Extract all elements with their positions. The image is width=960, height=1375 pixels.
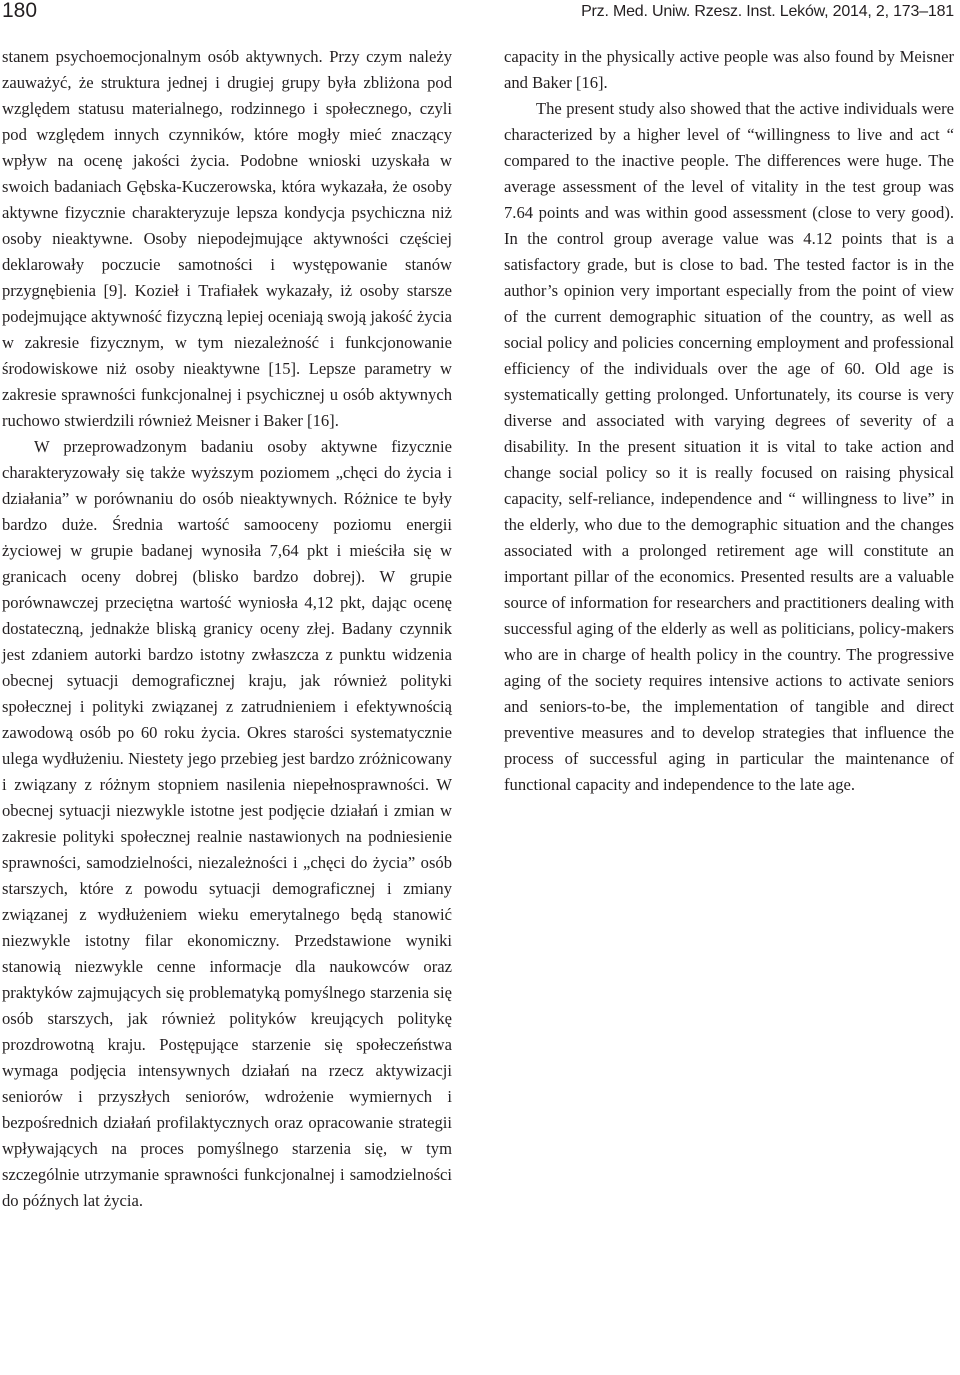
right-column-english (504, 44, 954, 798)
left-paragraph-1: stanem psychoemocjonalnym osób aktywnych. Przy czym należy zauważyć, że struktura jednej i drugiej grupy była zbliżona pod względem statusu materialnego, rodzinnego i społecznego, czyli pod względem innych czynników, które mogły mieć znaczący wpływ na ocenę jakości życia. Podobne wnioski uzyskała w swoich badaniach Gębska-Kuczerowska, która wykazała, że osoby aktywne fizycznie charakteryzuje lepsza kondycja psychiczna niż osoby nieaktywne. Osoby niepodejmujące aktywności częściej deklarowały poczucie samotności i występowanie stanów przygnębienia [9]. Kozieł i Trafiałek wykazały, iż osoby starsze podejmujące aktywność fizyczną lepiej oceniają swoją jakość życia w zakresie fizycznym, w tym niezależność i funkcjonowanie środowiskowe niż osoby nieaktywne [15]. Lepsze parametry w zakresie sprawności funkcjonalnej i psychicznej u osób aktywnych ruchowo stwierdzili również Meisner i Baker [16]. (2, 47, 452, 430)
running-head: Prz. Med. Uniw. Rzesz. Inst. Leków, 2014, 2, 173–181 (581, 3, 954, 20)
left-paragraph-2: W przeprowadzonym badaniu osoby aktywne fizycznie charakteryzowały się także wyższym poziomem „chęci do życia i działania” w porównaniu do osób nieaktywnych. Różnice te były bardzo duże. Średnia wartość samooceny poziomu energii życiowej w grupie badanej wynosiła 7,64 pkt i mieściła się w granicach oceny dobrej (blisko bardzo dobrej). W grupie porównawczej przeciętna wartość wyniosła 4,12 pkt, dając ocenę dostateczną, jednakże bliską granicy oceny złej. Badany czynnik jest zdaniem autorki bardzo istotny zwłaszcza z punktu widzenia obecnej sytuacji demograficznej kraju, jak również polityki społecznej i polityki związanej z zatrudnieniem i efektywnością zawodową osób po 60 roku życia. Okres starości systematycznie ulega wydłużeniu. Niestety jego przebieg jest bardzo zróżnicowany i związany z różnym stopniem nasilenia niepełnosprawności. W obecnej sytuacji niezwykle istotne jest podjęcie działań i zmian w zakresie polityki społecznej realnie nastawionych na podniesienie sprawności, samodzielności, niezależności i „chęci do życia” osób starszych, które z powodu sytuacji demograficznej i zmiany związanej z wydłużeniem wieku emerytalnego będą stanowić niezwykle istotny filar ekonomiczny. Przedstawione wyniki stanowią niezwykle cenne informacje dla naukowców oraz praktyków zajmujących się problematyką pomyślnego starzenia się osób starszych, jak również polityków kreujących politykę prozdrowotną kraju. Postępujące starzenie się społeczeństwa wymaga podjęcia intensywnych działań na rzecz aktywizacji seniorów i przyszłych seniorów, wdrożenie wymiernych i bezpośrednich działań profilaktycznych oraz opracowanie strategii wpływających na proces pomyślnego starzenia się, w tym szczególnie utrzymanie sprawności funkcjonalnej i samodzielności do późnych lat życia. (2, 437, 452, 1210)
left-column-polish (2, 44, 452, 1214)
right-paragraph-1: capacity in the physically active people was also found by Meisner and Baker [16]. (504, 47, 954, 92)
page-header (0, 0, 960, 26)
page-number: 180 (2, 0, 38, 22)
right-paragraph-2: The present study also showed that the active individuals were characterized by a higher level of “willingness to live and act “ compared to the inactive people. The differences were huge. The average assessment of the level of vitality in the test group was 7.64 points and was within good assessment (close to very good). In the control group average value was 4.12 points that is a satisfactory grade, but is close to bad. The tested factor is in the author’s opinion very important especially from the point of view of the current demographic situation of the country, as well as social policy and policies concerning employment and professional efficiency of the individuals over the age of 60. Old age is systematically getting prolonged. Unfortunately, its course is very diverse and associated with varying degrees of severity of a disability. In the present situation it is vital to take action and change social policy so it is really focused on raising physical capacity, self-reliance, independence and “ willingness to live” in the elderly, who due to the demographic situation and the changes associated with a prolonged retirement age will constitute an important pillar of the economics. Presented results are a valuable source of information for researchers and practitioners dealing with successful aging of the elderly as well as politicians, policy-makers who are in charge of health policy in the country. The progressive aging of the society requires intensive actions to activate seniors and seniors-to-be, the implementation of tangible and direct preventive measures and to develop strategies that influence the process of successful aging in particular the maintenance of functional capacity and independence to the late age. (504, 99, 954, 794)
